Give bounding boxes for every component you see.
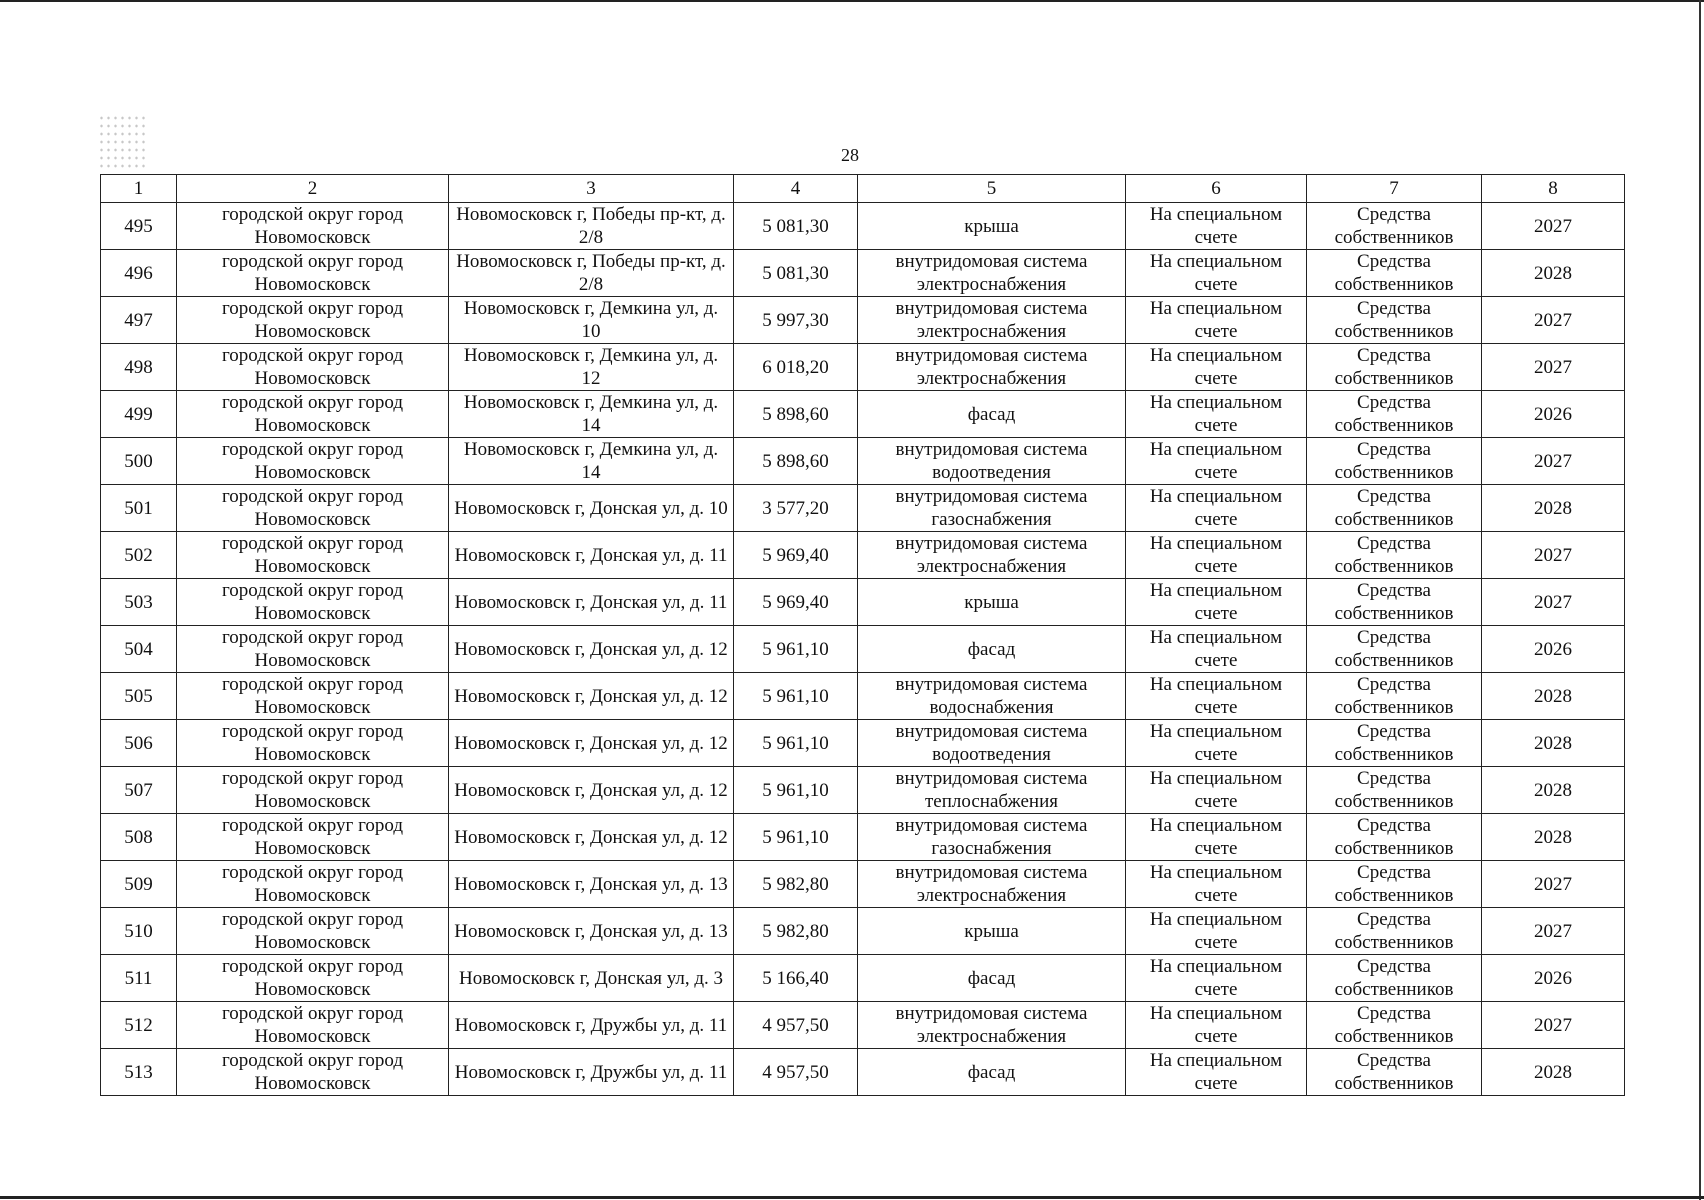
municipality-cell: городской округ город Новомосковск [177, 485, 449, 532]
municipality-cell: городской округ город Новомосковск [177, 626, 449, 673]
repair-schedule-table [100, 174, 1625, 1096]
year-cell: 2026 [1482, 391, 1625, 438]
funding-source-cell: Средства собственников [1307, 673, 1482, 720]
table-row [101, 579, 1625, 626]
funding-source-cell: Средства собственников [1307, 391, 1482, 438]
year-cell: 2028 [1482, 1049, 1625, 1096]
fund-account-cell: На специальном счете [1126, 579, 1307, 626]
work-type-cell: внутридомовая система теплоснабжения [858, 767, 1126, 814]
area-cell: 5 166,40 [734, 955, 858, 1002]
area-cell: 5 969,40 [734, 579, 858, 626]
area-cell: 5 961,10 [734, 673, 858, 720]
fund-account-cell: На специальном счете [1126, 438, 1307, 485]
year-cell: 2026 [1482, 626, 1625, 673]
area-cell: 5 969,40 [734, 532, 858, 579]
year-cell: 2027 [1482, 532, 1625, 579]
work-type-cell: фасад [858, 1049, 1126, 1096]
address-cell: Новомосковск г, Победы пр-кт, д. 2/8 [449, 203, 734, 250]
year-cell: 2028 [1482, 250, 1625, 297]
column-header: 3 [449, 175, 734, 203]
address-cell: Новомосковск г, Демкина ул, д. 12 [449, 344, 734, 391]
area-cell: 5 081,30 [734, 203, 858, 250]
municipality-cell: городской округ город Новомосковск [177, 720, 449, 767]
row-number-cell: 496 [101, 250, 177, 297]
table-row [101, 955, 1625, 1002]
fund-account-cell: На специальном счете [1126, 626, 1307, 673]
municipality-cell: городской округ город Новомосковск [177, 344, 449, 391]
table-header [101, 175, 1625, 203]
work-type-cell: внутридомовая система электроснабжения [858, 1002, 1126, 1049]
year-cell: 2026 [1482, 955, 1625, 1002]
municipality-cell: городской округ город Новомосковск [177, 579, 449, 626]
row-number-cell: 508 [101, 814, 177, 861]
row-number-cell: 505 [101, 673, 177, 720]
fund-account-cell: На специальном счете [1126, 250, 1307, 297]
address-cell: Новомосковск г, Донская ул, д. 12 [449, 767, 734, 814]
work-type-cell: внутридомовая система электроснабжения [858, 861, 1126, 908]
funding-source-cell: Средства собственников [1307, 579, 1482, 626]
funding-source-cell: Средства собственников [1307, 1049, 1482, 1096]
row-number-cell: 495 [101, 203, 177, 250]
address-cell: Новомосковск г, Демкина ул, д. 14 [449, 391, 734, 438]
work-type-cell: внутридомовая система газоснабжения [858, 814, 1126, 861]
row-number-cell: 503 [101, 579, 177, 626]
table-row [101, 626, 1625, 673]
row-number-cell: 511 [101, 955, 177, 1002]
fund-account-cell: На специальном счете [1126, 767, 1307, 814]
address-cell: Новомосковск г, Дружбы ул, д. 11 [449, 1002, 734, 1049]
area-cell: 5 961,10 [734, 814, 858, 861]
address-cell: Новомосковск г, Донская ул, д. 12 [449, 626, 734, 673]
work-type-cell: внутридомовая система электроснабжения [858, 344, 1126, 391]
work-type-cell: фасад [858, 391, 1126, 438]
area-cell: 5 982,80 [734, 861, 858, 908]
column-header: 6 [1126, 175, 1307, 203]
table-row [101, 1049, 1625, 1096]
row-number-cell: 499 [101, 391, 177, 438]
table-row [101, 344, 1625, 391]
row-number-cell: 502 [101, 532, 177, 579]
funding-source-cell: Средства собственников [1307, 203, 1482, 250]
column-header: 2 [177, 175, 449, 203]
year-cell: 2028 [1482, 673, 1625, 720]
municipality-cell: городской округ город Новомосковск [177, 438, 449, 485]
fund-account-cell: На специальном счете [1126, 532, 1307, 579]
year-cell: 2027 [1482, 203, 1625, 250]
municipality-cell: городской округ город Новомосковск [177, 673, 449, 720]
page-number: 28 [841, 145, 859, 165]
fund-account-cell: На специальном счете [1126, 814, 1307, 861]
row-number-cell: 509 [101, 861, 177, 908]
address-cell: Новомосковск г, Донская ул, д. 3 [449, 955, 734, 1002]
area-cell: 4 957,50 [734, 1049, 858, 1096]
fund-account-cell: На специальном счете [1126, 1049, 1307, 1096]
year-cell: 2028 [1482, 767, 1625, 814]
column-number-row [101, 175, 1625, 203]
fund-account-cell: На специальном счете [1126, 391, 1307, 438]
table-row [101, 1002, 1625, 1049]
table-row [101, 250, 1625, 297]
row-number-cell: 507 [101, 767, 177, 814]
fund-account-cell: На специальном счете [1126, 485, 1307, 532]
work-type-cell: фасад [858, 955, 1126, 1002]
column-header: 1 [101, 175, 177, 203]
work-type-cell: внутридомовая система электроснабжения [858, 250, 1126, 297]
row-number-cell: 506 [101, 720, 177, 767]
area-cell: 5 898,60 [734, 438, 858, 485]
area-cell: 5 081,30 [734, 250, 858, 297]
year-cell: 2027 [1482, 438, 1625, 485]
address-cell: Новомосковск г, Демкина ул, д. 10 [449, 297, 734, 344]
municipality-cell: городской округ город Новомосковск [177, 250, 449, 297]
column-header: 5 [858, 175, 1126, 203]
municipality-cell: городской округ город Новомосковск [177, 861, 449, 908]
table-body [101, 203, 1625, 1096]
row-number-cell: 504 [101, 626, 177, 673]
year-cell: 2028 [1482, 814, 1625, 861]
year-cell: 2027 [1482, 579, 1625, 626]
work-type-cell: крыша [858, 579, 1126, 626]
address-cell: Новомосковск г, Донская ул, д. 11 [449, 532, 734, 579]
column-header: 8 [1482, 175, 1625, 203]
table-row [101, 532, 1625, 579]
row-number-cell: 498 [101, 344, 177, 391]
table-row [101, 438, 1625, 485]
funding-source-cell: Средства собственников [1307, 955, 1482, 1002]
address-cell: Новомосковск г, Демкина ул, д. 14 [449, 438, 734, 485]
fund-account-cell: На специальном счете [1126, 720, 1307, 767]
municipality-cell: городской округ город Новомосковск [177, 532, 449, 579]
table-row [101, 297, 1625, 344]
table-row [101, 203, 1625, 250]
scan-border-bottom [0, 1196, 1704, 1199]
column-header: 7 [1307, 175, 1482, 203]
funding-source-cell: Средства собственников [1307, 720, 1482, 767]
row-number-cell: 500 [101, 438, 177, 485]
fund-account-cell: На специальном счете [1126, 1002, 1307, 1049]
funding-source-cell: Средства собственников [1307, 297, 1482, 344]
municipality-cell: городской округ город Новомосковск [177, 955, 449, 1002]
table-row [101, 908, 1625, 955]
area-cell: 5 961,10 [734, 767, 858, 814]
funding-source-cell: Средства собственников [1307, 532, 1482, 579]
municipality-cell: городской округ город Новомосковск [177, 297, 449, 344]
area-cell: 5 982,80 [734, 908, 858, 955]
fund-account-cell: На специальном счете [1126, 955, 1307, 1002]
municipality-cell: городской округ город Новомосковск [177, 391, 449, 438]
work-type-cell: внутридомовая система водоотведения [858, 720, 1126, 767]
funding-source-cell: Средства собственников [1307, 814, 1482, 861]
scan-noise-mark [98, 114, 146, 170]
work-type-cell: фасад [858, 626, 1126, 673]
year-cell: 2027 [1482, 297, 1625, 344]
address-cell: Новомосковск г, Донская ул, д. 11 [449, 579, 734, 626]
fund-account-cell: На специальном счете [1126, 861, 1307, 908]
fund-account-cell: На специальном счете [1126, 297, 1307, 344]
area-cell: 5 961,10 [734, 626, 858, 673]
table-row [101, 767, 1625, 814]
scan-border-top [0, 0, 1704, 2]
funding-source-cell: Средства собственников [1307, 861, 1482, 908]
row-number-cell: 501 [101, 485, 177, 532]
area-cell: 3 577,20 [734, 485, 858, 532]
municipality-cell: городской округ город Новомосковск [177, 908, 449, 955]
funding-source-cell: Средства собственников [1307, 250, 1482, 297]
municipality-cell: городской округ город Новомосковск [177, 814, 449, 861]
row-number-cell: 513 [101, 1049, 177, 1096]
address-cell: Новомосковск г, Донская ул, д. 13 [449, 908, 734, 955]
work-type-cell: внутридомовая система газоснабжения [858, 485, 1126, 532]
funding-source-cell: Средства собственников [1307, 767, 1482, 814]
table-row [101, 861, 1625, 908]
address-cell: Новомосковск г, Донская ул, д. 12 [449, 814, 734, 861]
area-cell: 4 957,50 [734, 1002, 858, 1049]
fund-account-cell: На специальном счете [1126, 344, 1307, 391]
scan-border-right [1699, 0, 1701, 1200]
municipality-cell: городской округ город Новомосковск [177, 1002, 449, 1049]
area-cell: 5 898,60 [734, 391, 858, 438]
year-cell: 2027 [1482, 908, 1625, 955]
municipality-cell: городской округ город Новомосковск [177, 203, 449, 250]
municipality-cell: городской округ город Новомосковск [177, 767, 449, 814]
funding-source-cell: Средства собственников [1307, 344, 1482, 391]
table-row [101, 391, 1625, 438]
work-type-cell: крыша [858, 908, 1126, 955]
table-row [101, 814, 1625, 861]
address-cell: Новомосковск г, Победы пр-кт, д. 2/8 [449, 250, 734, 297]
funding-source-cell: Средства собственников [1307, 626, 1482, 673]
year-cell: 2028 [1482, 485, 1625, 532]
table-row [101, 485, 1625, 532]
funding-source-cell: Средства собственников [1307, 908, 1482, 955]
table-row [101, 673, 1625, 720]
address-cell: Новомосковск г, Донская ул, д. 13 [449, 861, 734, 908]
column-header: 4 [734, 175, 858, 203]
funding-source-cell: Средства собственников [1307, 485, 1482, 532]
work-type-cell: внутридомовая система водоснабжения [858, 673, 1126, 720]
work-type-cell: внутридомовая система электроснабжения [858, 297, 1126, 344]
year-cell: 2027 [1482, 861, 1625, 908]
funding-source-cell: Средства собственников [1307, 1002, 1482, 1049]
year-cell: 2027 [1482, 1002, 1625, 1049]
work-type-cell: внутридомовая система водоотведения [858, 438, 1126, 485]
funding-source-cell: Средства собственников [1307, 438, 1482, 485]
fund-account-cell: На специальном счете [1126, 908, 1307, 955]
work-type-cell: крыша [858, 203, 1126, 250]
year-cell: 2027 [1482, 344, 1625, 391]
address-cell: Новомосковск г, Дружбы ул, д. 11 [449, 1049, 734, 1096]
area-cell: 5 961,10 [734, 720, 858, 767]
address-cell: Новомосковск г, Донская ул, д. 10 [449, 485, 734, 532]
fund-account-cell: На специальном счете [1126, 673, 1307, 720]
address-cell: Новомосковск г, Донская ул, д. 12 [449, 720, 734, 767]
table-row [101, 720, 1625, 767]
area-cell: 6 018,20 [734, 344, 858, 391]
work-type-cell: внутридомовая система электроснабжения [858, 532, 1126, 579]
municipality-cell: городской округ город Новомосковск [177, 1049, 449, 1096]
row-number-cell: 510 [101, 908, 177, 955]
address-cell: Новомосковск г, Донская ул, д. 12 [449, 673, 734, 720]
row-number-cell: 497 [101, 297, 177, 344]
area-cell: 5 997,30 [734, 297, 858, 344]
row-number-cell: 512 [101, 1002, 177, 1049]
year-cell: 2028 [1482, 720, 1625, 767]
fund-account-cell: На специальном счете [1126, 203, 1307, 250]
